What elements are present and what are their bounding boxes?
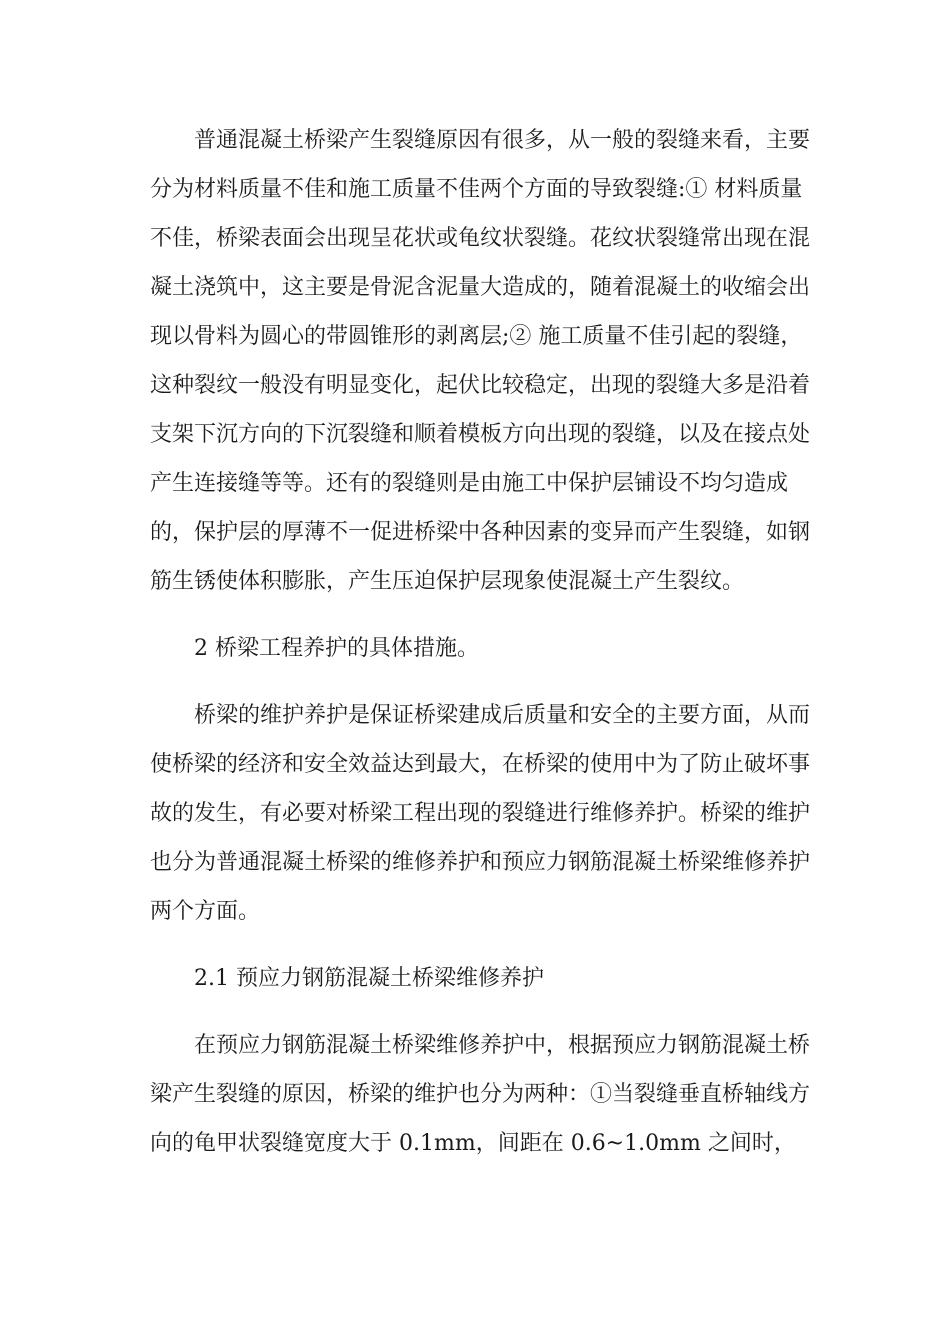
section-heading-2-1: 2.1 预应力钢筋混凝土桥梁维修养护: [194, 966, 544, 991]
document-body: [150, 116, 810, 1186]
section-heading-2: 2 桥梁工程养护的具体措施。: [194, 636, 479, 661]
paragraph-prestressed-maintenance: 在预应力钢筋混凝土桥梁维修养护中，根据预应力钢筋混凝土桥梁产生裂缝的原因，桥梁的维护也分为两种：①当裂缝垂直桥轴线方向的龟甲状裂缝宽度大于 0.1mm，间距在 0.6~1.0mm 之间时，: [150, 1033, 811, 1156]
paragraph-crack-causes: 普通混凝土桥梁产生裂缝原因有很多，从一般的裂缝来看，主要分为材料质量不佳和施工质量不佳两个方面的导致裂缝:① 材料质量不佳，桥梁表面会出现呈花状或龟纹状裂缝。花纹状裂缝常出现在混凝土浇筑中，这主要是骨泥含泥量大造成的，随着混凝土的收缩会出现以骨料为圆心的带圆锥形的剥离层;② 施工质量不佳引起的裂缝，这种裂纹一般没有明显变化，起伏比较稳定，出现的裂缝大多是沿着支架下沉方向的下沉裂缝和顺着模板方向出现的裂缝，以及在接点处产生连接缝等等。还有的裂缝则是由施工中保护层铺设不均匀造成的，保护层的厚薄不一促进桥梁中各种因素的变异而产生裂缝，如钢筋生锈使体积膨胀，产生压迫保护层现象使混凝土产生裂纹。: [150, 128, 811, 594]
paragraph-maintenance-intro: 桥梁的维护养护是保证桥梁建成后质量和安全的主要方面，从而使桥梁的经济和安全效益达到最大，在桥梁的使用中为了防止破坏事故的发生，有必要对桥梁工程出现的裂缝进行维修养护。桥梁的维护也分为普通混凝土桥梁的维修养护和预应力钢筋混凝土桥梁维修养护两个方面。: [150, 703, 811, 924]
